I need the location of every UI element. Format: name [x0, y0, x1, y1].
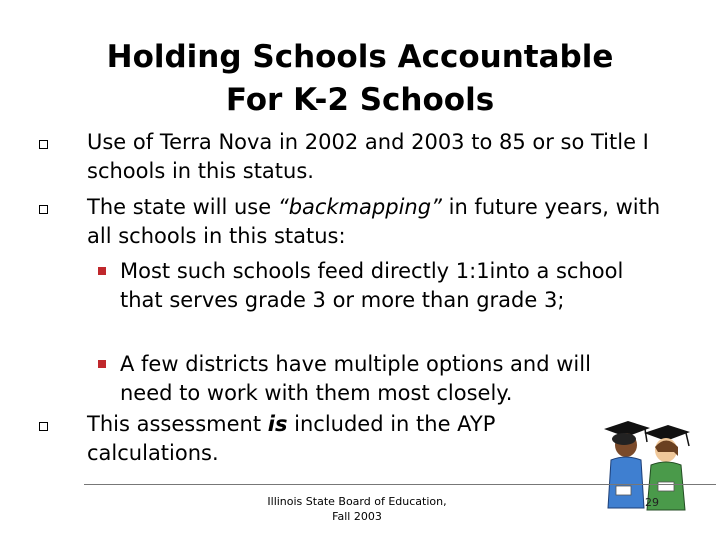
- title-line-1: Holding Schools Accountable: [106, 39, 614, 75]
- page-number: 29: [645, 496, 659, 509]
- bullet-text: included in the AYP calculations.: [87, 412, 496, 465]
- bullet-marker-icon: [39, 205, 48, 214]
- footer-line-1: Illinois State Board of Education,: [267, 495, 447, 508]
- bullet-item-terra-nova: Use of Terra Nova in 2002 and 2003 to 85 or so Title I schools in this status.: [87, 130, 649, 183]
- bullet-text: in future years, with all schools in this status:: [87, 195, 661, 248]
- title-line-2: For K-2 Schools: [225, 82, 495, 118]
- bullet-item-backmapping: [87, 193, 667, 250]
- bullet-item-ayp: [87, 410, 587, 467]
- bullet-text: This assessment: [87, 412, 268, 436]
- sub-bullet-item-districts: A few districts have multiple options and will need to work with them most closely.: [120, 352, 591, 405]
- sub-bullet-item-feed: Most such schools feed directly 1:1into a school that serves grade 3 or more than grade 3;: [120, 259, 624, 312]
- bullet-emphasis: is: [267, 412, 288, 436]
- sub-bullet-marker-icon: [98, 360, 106, 368]
- footer-divider: [84, 484, 716, 485]
- footer-source: [232, 494, 482, 524]
- bullet-text: The state will use: [87, 195, 278, 219]
- slide-title: [40, 36, 680, 122]
- bullet-italic-term: “backmapping”: [277, 195, 442, 219]
- sub-bullet-marker-icon: [98, 267, 106, 275]
- footer-line-2: Fall 2003: [332, 510, 382, 523]
- bullet-marker-icon: [39, 140, 48, 149]
- bullet-marker-icon: [39, 422, 48, 431]
